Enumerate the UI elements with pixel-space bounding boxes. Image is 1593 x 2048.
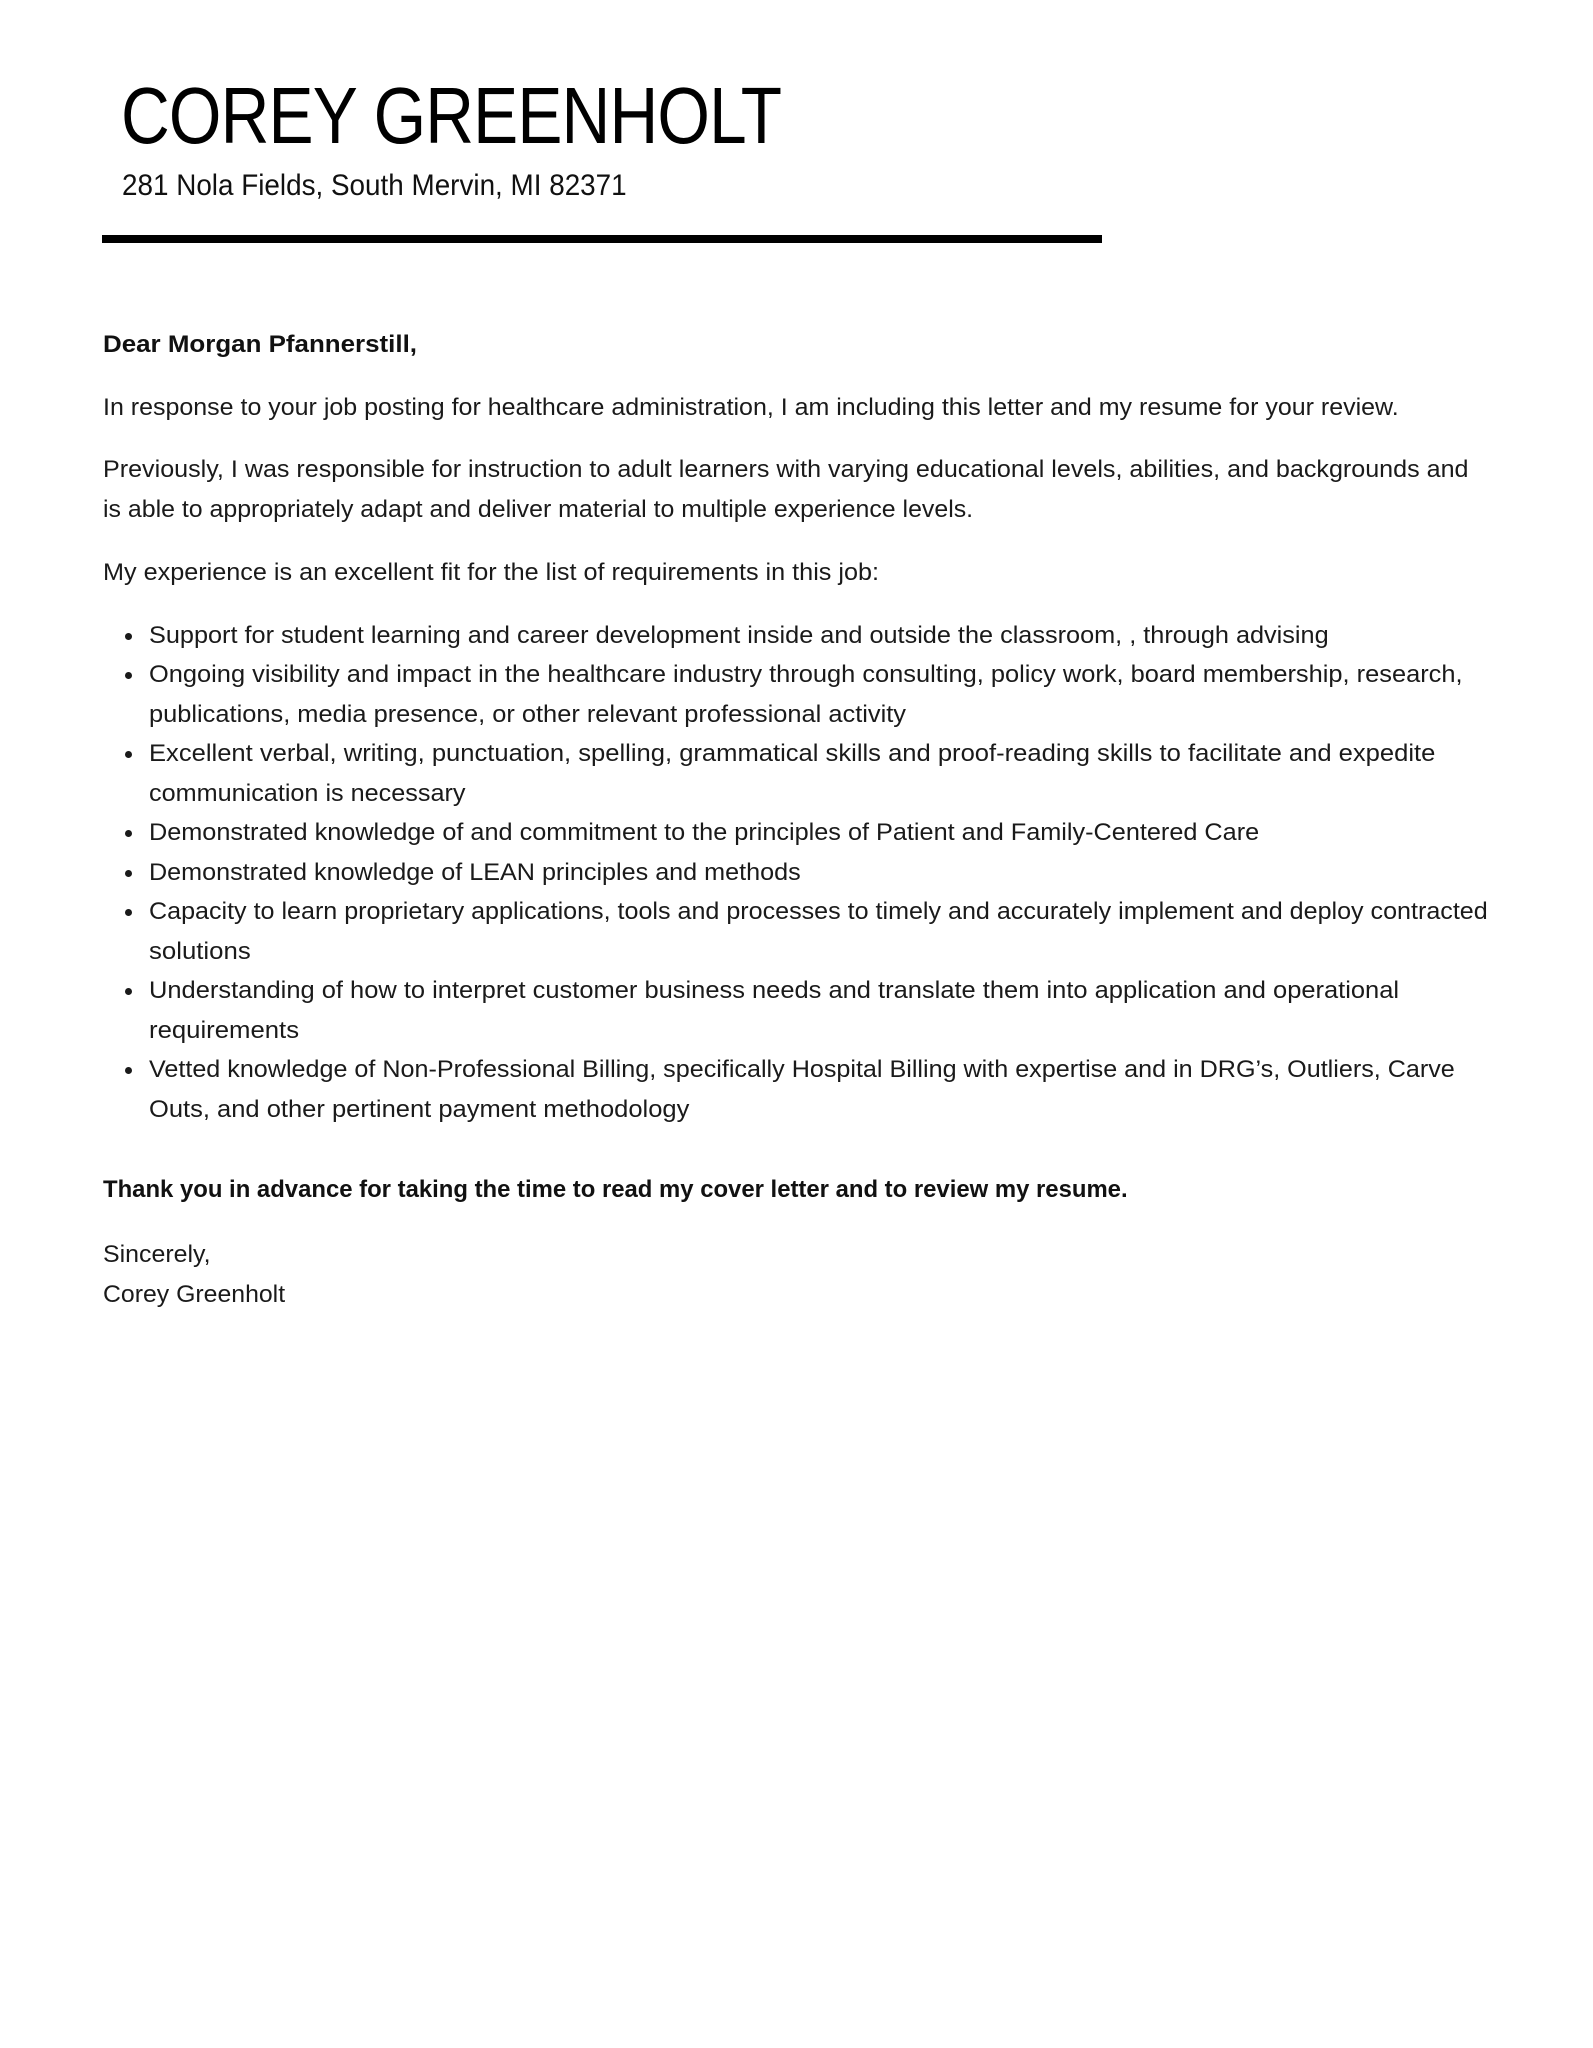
bullet-icon (125, 1067, 132, 1074)
applicant-name: COREY GREENHOLT (121, 71, 782, 160)
list-item-text: publications, media presence, or other relevant professional activity (149, 701, 907, 728)
bullet-icon (125, 909, 132, 916)
list-item-text: Capacity to learn proprietary applications, tools and processes to timely and accurately implement and deploy contracted (149, 898, 1488, 925)
list-item-text: Vetted knowledge of Non-Professional Billing, specifically Hospital Billing with expertise and in DRG’s, Outliers, Carve (149, 1056, 1455, 1083)
list-item-text: Understanding of how to interpret customer business needs and translate them into application and operational (149, 977, 1400, 1004)
closing-statement: Thank you in advance for taking the time to read my cover letter and to review my resume. (103, 1176, 1128, 1203)
list-item-text: Ongoing visibility and impact in the healthcare industry through consulting, policy work, board membership, research, (149, 661, 1463, 688)
bullet-icon (125, 830, 132, 837)
paragraph-requirements-intro: My experience is an excellent fit for the list of requirements in this job: (103, 559, 880, 586)
signature-name: Corey Greenholt (103, 1281, 286, 1308)
list-item-text: Support for student learning and career development inside and outside the classroom, , through advising (149, 622, 1329, 649)
paragraph-line: is able to appropriately adapt and deliver material to multiple experience levels. (103, 496, 974, 523)
header-divider (102, 235, 1102, 243)
sign-off: Sincerely, (103, 1241, 211, 1268)
bullet-icon (125, 988, 132, 995)
list-item-text: Demonstrated knowledge of and commitment to the principles of Patient and Family-Centered Care (149, 819, 1260, 846)
list-item-text: Demonstrated knowledge of LEAN principles and methods (149, 859, 801, 886)
bullet-icon (125, 633, 132, 640)
applicant-address: 281 Nola Fields, South Mervin, MI 82371 (122, 169, 627, 202)
list-item-text: requirements (149, 1017, 300, 1044)
paragraph-line: Previously, I was responsible for instruction to adult learners with varying educational levels, abilities, and backgrounds and (103, 456, 1469, 483)
list-item-text: communication is necessary (149, 780, 466, 807)
salutation: Dear Morgan Pfannerstill, (103, 331, 417, 358)
bullet-icon (125, 870, 132, 877)
bullet-icon (125, 672, 132, 679)
list-item-text: Outs, and other pertinent payment methodology (149, 1096, 690, 1123)
bullet-icon (125, 751, 132, 758)
list-item-text: solutions (149, 938, 251, 965)
paragraph-intro: In response to your job posting for healthcare administration, I am including this letter and my resume for your review. (103, 394, 1399, 421)
list-item-text: Excellent verbal, writing, punctuation, spelling, grammatical skills and proof-reading skills to facilitate and expedite (149, 740, 1436, 767)
